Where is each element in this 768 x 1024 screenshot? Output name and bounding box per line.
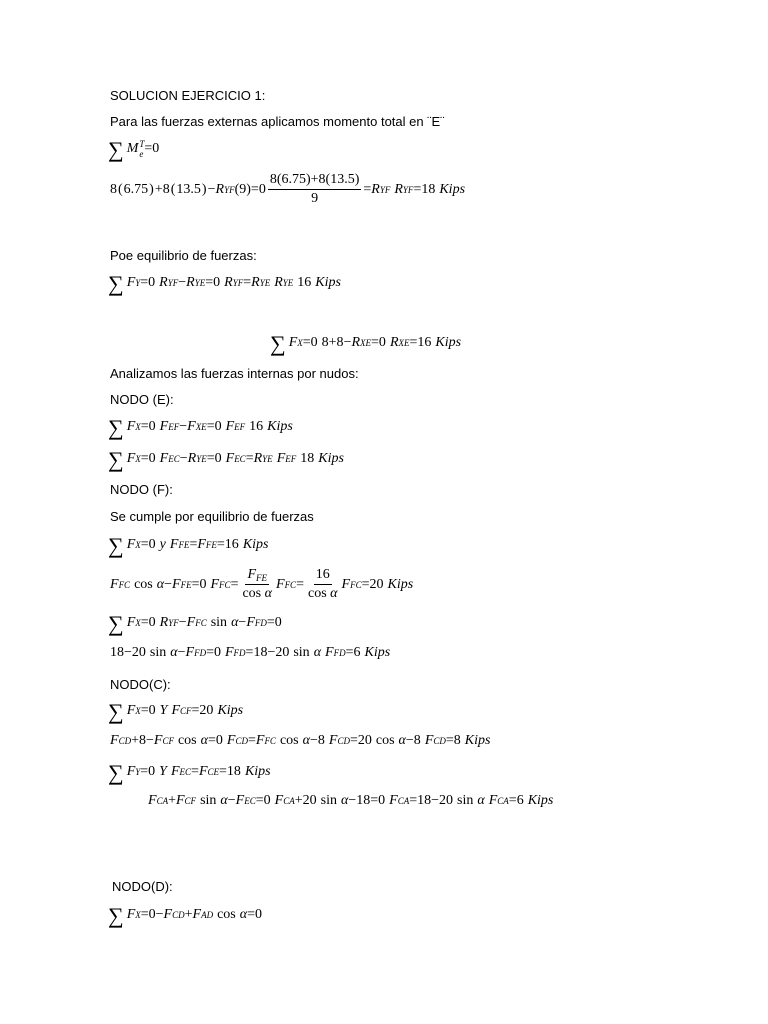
summation-icon: ∑ — [108, 760, 124, 785]
node-e-equation-1: ∑ F X =0 F EF − F XE =0 F EF 16 Kips — [108, 415, 293, 440]
summation-icon: ∑ — [108, 447, 124, 472]
node-e-heading: NODO (E): — [110, 392, 174, 407]
page-title: SOLUCION EJERCICIO 1: — [110, 88, 266, 103]
node-f-note: Se cumple por equilibrio de fuerzas — [110, 509, 314, 524]
summation-icon: ∑ — [270, 331, 286, 356]
fraction-16-over-cos: $\frac{16}{\text{cos α}}$ — [307, 567, 338, 601]
equation-fy-external: ∑ F Y =0 R YF − R YE =0 R YF = R YE R YE 16 Kips — [108, 271, 341, 296]
summation-icon: ∑ — [108, 271, 124, 296]
node-f-equation-4: 18−20 sin α − F FD =0 F FD =18−20 sin α F FD =6 Kips — [110, 645, 391, 660]
node-c-equation-3: ∑ F Y =0 Y F EC = F CE =18 Kips — [108, 760, 271, 785]
node-f-equation-1: ∑ F X =0 y F FE = F FE =16 Kips — [108, 533, 269, 558]
node-c-equation-4: F CA + F CF sin α − F EC =0 F CA +20 sin α −18=0 F CA =18−20 sin α F CA =6 Kips — [148, 793, 554, 808]
summation-icon: ∑ — [108, 415, 124, 440]
node-f-heading: NODO (F): — [110, 482, 173, 497]
summation-icon: ∑ — [108, 903, 124, 928]
node-d-equation-1: ∑ F X =0− F CD + F AD cos α =0 — [108, 903, 263, 928]
node-e-equation-2: ∑ F X =0 F EC − R YE =0 F EC = R YE F EF 18 Kips — [108, 447, 344, 472]
fraction-ffe-over-cos: $\frac{F_{FE}}{\text{cos α}}$ — [242, 567, 272, 601]
equation-fx-external: ∑ F X =0 8+8 − R XE =0 R XE =16 Kips — [270, 331, 462, 356]
intro-text: Para las fuerzas externas aplicamos momento total en ¨E¨ — [110, 114, 445, 129]
internal-forces-title: Analizamos las fuerzas internas por nudos: — [110, 366, 359, 381]
moment-equation: ∑ M T e =0 — [108, 137, 160, 162]
summation-icon: ∑ — [108, 699, 124, 724]
summation-icon: ∑ — [108, 611, 124, 636]
node-d-heading: NODO(D): — [112, 879, 173, 894]
node-c-equation-2: F CD +8− F CF cos α =0 F CD = F FC cos α −8 F CD =20 cos α −8 F CD =8 Kips — [110, 733, 491, 748]
node-c-equation-1: ∑ F X =0 Y F CF =20 Kips — [108, 699, 244, 724]
equilibrium-title: Poe equilibrio de fuerzas: — [110, 248, 257, 263]
node-f-equation-3: ∑ F X =0 R YF − F FC sin α − F FD =0 — [108, 611, 282, 636]
moment-calculation: 8 ( 6.75 ) +8 ( 13.5 ) − R YF ( 9 ) =0 $\frac{8(6.75)+8(13.5)}{9}$ = R YF R YF =18 Kips — [110, 172, 466, 206]
node-c-heading: NODO(C): — [110, 677, 171, 692]
moment-fraction: $\frac{8(6.75)+8(13.5)}{9}$ — [269, 172, 360, 206]
node-f-equation-2: F FC cos α − F FE =0 F FC = $\frac{F_{FE}}{\text{cos α}}$ F FC = $\frac{16}{\text{cos α}}$ F FC =20 Kips — [110, 567, 414, 601]
summation-icon: ∑ — [108, 137, 124, 162]
summation-icon: ∑ — [108, 533, 124, 558]
